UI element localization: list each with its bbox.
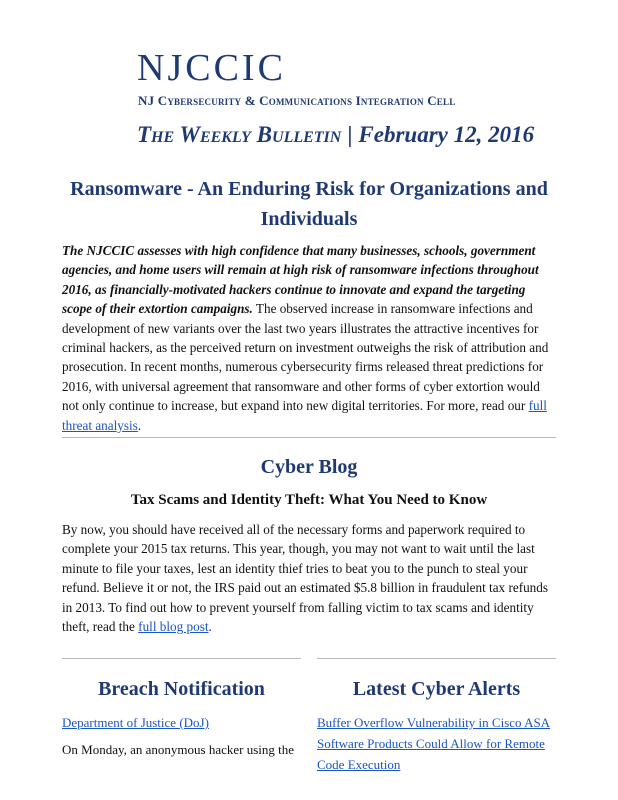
- cisco-asa-alert-link[interactable]: Buffer Overflow Vulnerability in Cisco ASA Software Products Could Allow for Remote Code Execution: [317, 715, 551, 772]
- njccic-logo: NJCCIC: [137, 47, 286, 89]
- article-title: Ransomware - An Enduring Risk for Organizations and Individuals: [70, 178, 548, 230]
- bulletin-date: February 12, 2016: [358, 122, 535, 147]
- breach-doj-link[interactable]: Department of Justice (DoJ): [62, 715, 209, 730]
- blog-body: By now, you should have received all of the necessary forms and paperwork required to complete your 2015 tax returns. This year, though, you may not want to wait until the last minute to file your taxes, lest an identity thief tries to beat you to the punch to steal your refund. Believe it or not, the IRS paid out an estimated $5.8 billion in fraudulent tax refunds in 2013. To find out how to prevent yourself from falling victim to tax scams and identity theft, read the: [62, 522, 548, 635]
- org-tagline: NJ Cybersecurity & Communications Integration Cell: [138, 93, 456, 108]
- article-lead: The NJCCIC assesses with high confidence that many businesses, schools, government agencies, and home users will remain at high risk of ransomware infections throughout 2016, as financially-motivated hackers continue to innovate and expand the targeting scope of their extortion campaigns.: [62, 243, 539, 317]
- blog-paragraph: [62, 520, 556, 636]
- breach-notification-heading: Breach Notification: [98, 678, 265, 700]
- blog-end: .: [208, 619, 212, 635]
- article-end: .: [137, 417, 142, 433]
- divider-right: [317, 658, 556, 659]
- full-blog-post-link[interactable]: full blog post: [138, 619, 209, 635]
- article-paragraph: [62, 241, 556, 435]
- title-separator: |: [347, 122, 353, 147]
- full-threat-analysis-link[interactable]: full threat analysis: [62, 398, 547, 433]
- divider-top: [62, 437, 556, 438]
- blog-post-title: Tax Scams and Identity Theft: What You Need to Know: [130, 492, 488, 508]
- cyber-blog-heading: Cyber Blog: [260, 456, 358, 478]
- article-body: The observed increase in ransomware infections and development of new variants over the last two years illustrates the attractive incentives for criminal hackers, as the perceived return on investment outweighs the risk of attribution and prosecution. In recent months, numerous cybersecurity firms released threat predictions for 2016, with universal agreement that ransomware and other forms of cyber extortion would not only continue to increase, but expand into new digital territories. For more, read our: [62, 301, 549, 414]
- latest-cyber-alerts-heading: Latest Cyber Alerts: [352, 678, 521, 700]
- divider-left: [62, 658, 301, 659]
- bulletin-title: [137, 122, 534, 148]
- bulletin-name: The Weekly Bulletin: [137, 122, 342, 147]
- breach-text: On Monday, an anonymous hacker using the: [62, 742, 295, 757]
